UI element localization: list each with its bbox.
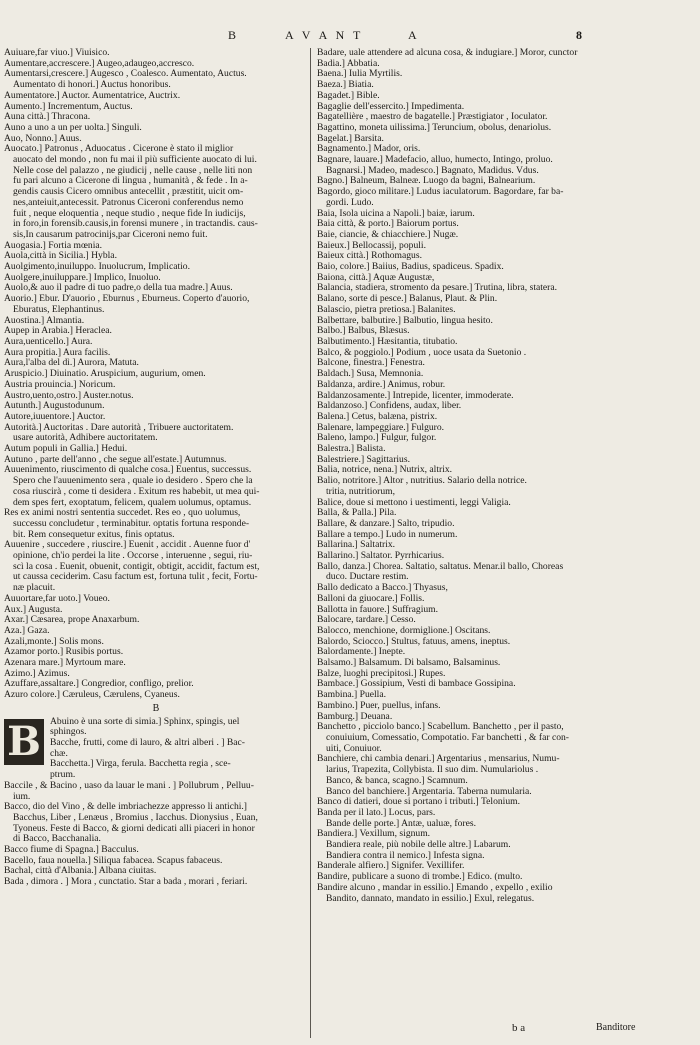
dictionary-entry: Baieux.] Bellocassij, populi. [317, 239, 426, 251]
dictionary-entry: Balenare, lampeggiare.] Fulguro. [317, 421, 445, 433]
dictionary-entry: Baeza.] Biatia. [317, 79, 374, 91]
dictionary-entry: Balice, doue si mettono i uestimenti, leggi Valigia. [317, 496, 511, 508]
dictionary-entry: Bagnarsi.] Madeo, madesco.] Bagnato, Madidus. Vdus. [326, 164, 539, 176]
dictionary-entry: Balio, notritore.] Altor , nutritius. Salario della notrice. [317, 475, 527, 487]
dictionary-entry: Baia, Isola uicina a Napoli.] baiæ, iarum. [317, 207, 475, 219]
dictionary-entry: Baleno, lampo.] Fulgur, fulgor. [317, 432, 437, 444]
dictionary-entry: Autuno , parte dell'anno , che segue all'estate.] Autumnus. [4, 453, 227, 465]
dictionary-entry: Banda per il lato.] Locus, pars. [317, 806, 436, 818]
running-head [0, 28, 700, 46]
dictionary-entry: Bagnare, lauare.] Madefacio, alluo, humecto, Intingo, proluo. [317, 154, 553, 166]
dictionary-entry: Bagaglie dell'essercito.] Impedimenta. [317, 100, 465, 112]
dictionary-entry: successu concludetur , terminabitur. optatis fortuna responde- [13, 517, 250, 529]
dictionary-entry: scì la cosa . Euenit, obuenit, contigit, obtigit, accidit, factum est, [13, 560, 260, 572]
dictionary-entry: Aza.] Gaza. [4, 624, 50, 636]
dictionary-entry: Ballo, danza.] Chorea. Saltatio, saltatus. Menar.il ballo, Choreas [317, 560, 564, 572]
dictionary-entry: ptrum. [50, 769, 76, 781]
dictionary-entry: fuit , neque eloquentia , neque studio , neque fide In iudicijs, [13, 207, 246, 219]
dictionary-entry: Aumentatore.] Auctor. Aumentatrice, Auctrix. [4, 89, 181, 101]
dictionary-entry: Bacco fiume di Spagna.] Bacculus. [4, 844, 139, 856]
signature-mark: b a [512, 1022, 526, 1034]
drop-cap-initial: B [4, 719, 44, 765]
column-divider [310, 48, 311, 1038]
dictionary-entry: Baldanzoso.] Confidens, audax, liber. [317, 400, 462, 412]
dictionary-entry: Banco, & banca, scagno.] Scamnum. [326, 774, 468, 786]
left-column [4, 48, 308, 1038]
dictionary-entry: di Bacco, Bacchanalia. [13, 833, 101, 845]
dictionary-entry: Badare, uale attendere ad alcuna cosa, & indugiare.] Moror, cunctor [317, 48, 578, 58]
running-head-left: B [228, 28, 240, 42]
dictionary-entry: Baldach.] Susa, Memnonia. [317, 368, 424, 380]
dictionary-entry: Bagattino, moneta uilissima.] Teruncium, obolus, denariolus. [317, 121, 552, 133]
dictionary-entry: Banchiere, chi cambia denari.] Argentarius , mensarius, Numu- [317, 753, 560, 765]
dictionary-entry: Balocare, tardare.] Cesso. [317, 614, 416, 626]
dictionary-entry: Ballarina.] Saltatrix. [317, 539, 396, 551]
dictionary-entry: Bacello, faua nouella.] Siliqua fabacea. Scapus fabaceus. [4, 854, 223, 866]
dictionary-entry: Balze, luoghi precipitosi.] Rupes. [317, 667, 446, 679]
dictionary-entry: ium. [13, 790, 31, 802]
dictionary-entry: Balia, notrice, nena.] Nutrix, altrix. [317, 464, 453, 476]
dictionary-entry: tritia, nutritiorum, [326, 485, 396, 497]
dictionary-entry: Spero che l'auuenimento sera , quale io desidero . Spero che la [13, 475, 253, 487]
dictionary-entry: Ballare a tempo.] Ludo in numerum. [317, 528, 458, 540]
dictionary-entry: Balano, sorte di pesce.] Balanus, Plaut. & Plin. [317, 293, 498, 305]
dictionary-entry: Bacchetta.] Virga, ferula. Bacchetta regia , scе- [50, 758, 231, 770]
dictionary-entry: Auolo,& auo il padre di tuo padre,o della tua madre.] Auus. [4, 282, 233, 294]
dictionary-entry: Baie, ciancie, & chiacchiere.] Nugæ. [317, 228, 459, 240]
dictionary-entry: Banco del banchiere.] Argentaria. Taberna numularia. [326, 785, 532, 797]
dictionary-entry: Autunth.] Augustodunum. [4, 400, 105, 412]
dictionary-entry: Aumentare,accrescere.] Augeo,adaugeo,accresco. [4, 57, 195, 69]
dictionary-entry: larius, Trapezita, Collybista. Il suo dim. Numulariolus . [326, 764, 539, 776]
running-head-right: A [408, 28, 420, 42]
page-number: 8 [576, 28, 585, 42]
dictionary-entry: Balloni da giuocare.] Follis. [317, 592, 425, 604]
dictionary-entry: Bagatellière , maestro de bagatelle.] Præstigiator , Ioculator. [317, 111, 548, 123]
dictionary-entry: Ballare, & danzare.] Salto, tripudio. [317, 517, 455, 529]
dictionary-entry: næ placuit. [13, 582, 56, 594]
dictionary-entry: Bamburg.] Deuana. [317, 710, 393, 722]
dictionary-entry: Autore,iuuentore.] Auctor. [4, 410, 106, 422]
left-entries-b [4, 781, 308, 888]
dictionary-entry: Bacco, dio del Vino , & delle imbriachezze appresso li antichi.] [4, 801, 248, 813]
dictionary-entry: duco. Ductare restim. [326, 571, 409, 583]
dictionary-entry: Balordamente.] Inepte. [317, 646, 406, 658]
dictionary-entry: Ballo dedicato a Bacco.] Thyasus, [317, 582, 448, 594]
dictionary-entry: Abuino è una sorte di simia.] Sphinx, spingis, uel [50, 715, 240, 727]
dictionary-entry: gendis causis Cicero omnibus antecellit , præstitit, uicit om- [13, 186, 244, 198]
dictionary-entry: sphingos. [50, 726, 87, 738]
dictionary-entry: Bambina.] Puella. [317, 689, 387, 701]
dictionary-entry: Bagelat.] Barsita. [317, 132, 384, 144]
dictionary-entry: Bandito, dannato, mandato in essilio.] Exul, relegatus. [326, 892, 535, 904]
dictionary-entry: dem spes fert, exoptatum, felicem, qualem uolumus, optamus. [13, 496, 252, 508]
dictionary-entry: Aura,uenticello.] Aura. [4, 335, 93, 347]
section-letter: B [152, 702, 160, 714]
dictionary-entry: Balbettare, balbutire.] Balbutio, lingua hesito. [317, 314, 493, 326]
dictionary-entry: Bambino.] Puer, puellus, infans. [317, 699, 441, 711]
dictionary-entry: Baldanzosamente.] Intrepide, licenter, immoderate. [317, 389, 514, 401]
dictionary-entry: Res ex animi nostri sententia succedet. Res eo , quo uolumus, [4, 507, 241, 519]
dictionary-entry: Auostina.] Almantia. [4, 314, 85, 326]
dictionary-entry: Baldanza, ardire.] Animus, robur. [317, 378, 446, 390]
dictionary-entry: Balascio, pietra pretiosa.] Balanites. [317, 303, 456, 315]
dictionary-entry: Banchetto , picciolo banco.] Scabellum. Banchetto , per il pasto, [317, 721, 564, 733]
dictionary-entry: Balordo, Sciocco.] Stultus, fatuus, amens, ineptus. [317, 635, 511, 647]
dictionary-entry: Bandiera.] Vexillum, signum. [317, 828, 431, 840]
dictionary-entry: Auuenimento, riuscimento di qualche cosa.] Euentus, successus. [4, 464, 252, 476]
dictionary-entry: uiti, Conuiuor. [326, 742, 382, 754]
right-column [317, 48, 623, 1038]
dictionary-entry: Autorità.] Auctoritas . Dare autorità , Tribuere auctoritatem. [4, 421, 234, 433]
dictionary-entry: Auola,città in Sicilia.] Hybla. [4, 250, 117, 262]
dictionary-entry: Eburatus, Elephantinus. [13, 303, 105, 315]
dictionary-entry: gordi. Ludo. [326, 196, 374, 208]
dictionary-entry: Baccile , & Bacino , uaso da lauar le mani . ] Pollubrum , Pelluu- [4, 779, 254, 791]
dictionary-entry: Bagnamento.] Mador, oris. [317, 143, 421, 155]
dictionary-entry: nes,anteiuit,antecessit. Patronus Ciceroni conferendus nemo [13, 196, 244, 208]
dictionary-entry: conuiuium, Comessatio, Compotatio. Far banchetti , & far con- [326, 732, 569, 743]
dictionary-entry: Auuortare,far uoto.] Voueo. [4, 592, 110, 604]
dictionary-entry: ut caussa ceciderim. Casu factum est, fortuna tulit , fecit, Fortu- [13, 571, 258, 583]
dictionary-entry: chæ. [50, 747, 68, 759]
dictionary-entry: Auiuare,far viuo.] Viuisico. [4, 48, 110, 58]
dictionary-entry: Ballotta in fauore.] Suffragium. [317, 603, 439, 615]
dictionary-entry: usare autorità, Adhibere auctoritatem. [13, 432, 158, 444]
dictionary-entry: Balestra.] Balista. [317, 443, 386, 455]
dictionary-entry: Bandire, publicare a suono di trombe.] Edico. (multo. [317, 871, 523, 883]
dictionary-entry: Balancia, stadiera, stromento da pesare.] Trutina, libra, statera. [317, 282, 558, 294]
catchword: Banditore [596, 1022, 636, 1033]
running-head-center: A V A N T [285, 28, 364, 42]
dictionary-entry: Bada , dimora . ] Mora , cunctatio. Star a bada , morari , feriari. [4, 876, 248, 888]
dictionary-entry: Ballarino.] Saltator. Pyrrhicarius. [317, 550, 445, 562]
dictionary-entry: Baieux città.] Rothomagus. [317, 250, 422, 262]
dictionary-entry: Azamor porto.] Rusibis portus. [4, 646, 124, 658]
dictionary-entry: Bagno.] Balneum, Balneæ. Luogo da bagni, Balnearium. [317, 175, 536, 187]
dictionary-entry: Aura propitia.] Aura facilis. [4, 346, 111, 358]
left-entries-a [4, 48, 308, 701]
dictionary-entry: Tyoneus. Feste di Bacco, & giorni dedicati alli piaceri in honor [13, 822, 255, 834]
dictionary-entry: Austro,uento,ostro.] Auster.notus. [4, 389, 134, 401]
dictionary-entry: Bacchus, Liber , Lenæus , Bromius , Iacchus. Dionysius , Euan, [13, 811, 258, 823]
dictionary-entry: Bandire alcuno , mandar in essilio.] Emando , expello , exilio [317, 881, 553, 893]
dictionary-entry: Azali,monte.] Solis mons. [4, 635, 104, 647]
dictionary-entry: Bandiera reale, più nobile delle altre.] Labarum. [326, 839, 511, 851]
dictionary-entry: sis,In causarum patrocinijs,par Ciceroni nemo fuit. [13, 228, 208, 240]
dictionary-entry: Banco di datieri, doue si portano i tributi.] Telonium. [317, 796, 520, 808]
dictionary-entry: Auno a uno a un per uolta.] Singuli. [4, 121, 142, 133]
dictionary-entry: Bande delle porte.] Antæ, ualuæ, fores. [326, 817, 477, 829]
dictionary-entry: Aumentato di honori.] Auctus honoribus. [13, 79, 171, 91]
dictionary-entry: Nelle cose del palazzo , ne giudicij , nelle cause , nelle liti non [13, 164, 253, 176]
dictionary-entry: Aruspicio.] Diuinatio. Aruspicium, augurium, omen. [4, 368, 206, 380]
left-entries-cap [4, 717, 308, 781]
dictionary-entry: Badia.] Abbatia. [317, 57, 380, 69]
dictionary-entry: Aumentarsi,crescere.] Augesco , Coalesco. Aumentato, Auctus. [4, 68, 247, 80]
dictionary-entry: Balbutimento.] Hæsitantia, titubatio. [317, 335, 458, 347]
dictionary-entry: Aura,l'alba del dì.] Aurora, Matuta. [4, 357, 139, 369]
right-entries [317, 48, 623, 904]
dictionary-entry: Baiona, città.] Aquæ Augustæ, [317, 271, 435, 283]
dictionary-entry: Balbo.] Balbus, Blæsus. [317, 325, 410, 337]
dictionary-entry: Azenara mare.] Myrtoum mare. [4, 657, 126, 669]
dictionary-entry: Balla, & Palla.] Pila. [317, 507, 397, 519]
dictionary-entry: Auo, Nonno.] Auus. [4, 132, 82, 144]
dictionary-entry: Baena.] Iulia Myrtilis. [317, 68, 403, 80]
dictionary-entry: Balco, & poggiolo.] Podium , uoce usata da Suetonio . [317, 346, 527, 358]
dictionary-entry: Autum populi in Gallia.] Hedui. [4, 443, 128, 455]
dictionary-entry: Balocco, menchione, dormiglione.] Oscitans. [317, 624, 491, 636]
dictionary-entry: Axar.] Cæsarea, prope Anaxarbum. [4, 614, 140, 626]
dictionary-entry: Bacche, frutti, come di lauro, & altri alberi . ] Bac- [50, 737, 245, 748]
dictionary-entry: Azuro colore.] Cæruleus, Cærulens, Cyaneus. [4, 689, 180, 701]
dictionary-entry: in foro,in forensib.causis,in forensi munere , in tractandis. caus- [13, 218, 258, 230]
dictionary-entry: Azuffare,assaltare.] Congredior, confligo, prelior. [4, 678, 194, 690]
dictionary-entry: Balestriere.] Sagittarius. [317, 453, 410, 465]
dictionary-entry: Austria prouincia.] Noricum. [4, 378, 116, 390]
dictionary-entry: Aupep in Arabia.] Heraclea. [4, 325, 112, 337]
dictionary-entry: cosa riuscirà , come ti desidera . Exitum res habebit, ut mea qui- [13, 485, 260, 497]
dictionary-entry: Balsamo.] Balsamum. Di balsamo, Balsaminus. [317, 657, 501, 669]
dictionary-entry: Balena.] Cetus, balæna, pistrix. [317, 410, 438, 422]
dictionary-entry: Auolgere,inuiluppare.] Implico, Inuoluo. [4, 271, 161, 283]
dictionary-entry: Balcone, finestra.] Fenestra. [317, 357, 425, 369]
dictionary-entry: auocato del mondo , non fu mai il più sufficiente auocato di lui. [13, 154, 257, 166]
dictionary-entry: Banderale alfiero.] Signifer. Vexillifer. [317, 860, 465, 872]
dictionary-entry: Auolgimento,inuiluppo. Inuolucrum, Implicatio. [4, 261, 190, 273]
dictionary-entry: Bachal, città d'Albania.] Albana ciuitas. [4, 865, 157, 877]
dictionary-entry: Auorio.] Ebur. D'auorio , Eburnus , Eburneus. Coperto d'auorio, [4, 293, 250, 305]
dictionary-entry: fu pari alcuno a Cicerone di lingua , humanità , & fede . In a- [13, 175, 248, 187]
dictionary-entry: bit. Rem consequetur exitus, finis optatus. [13, 528, 175, 540]
dictionary-entry: Baio, colore.] Baiius, Badius, spadiceus. Spadix. [317, 261, 504, 273]
dictionary-entry: Auuenire , succedere , riuscire.] Euenit , accidit . Auenne fuor d' [4, 539, 251, 551]
dictionary-entry: Aumento.] Incrementum, Auctus. [4, 100, 133, 112]
dictionary-entry: Bagadet.] Bible. [317, 89, 380, 101]
dictionary-entry: Azimo.] Azimus. [4, 667, 70, 679]
dictionary-entry: Bambace.] Gossipium, Vesti di bambace Gossipina. [317, 678, 516, 690]
dictionary-entry: Bandiera contra il nemico.] Infesta signa. [326, 849, 485, 861]
dictionary-entry: Baia città, & porto.] Baiorum portus. [317, 218, 459, 230]
dictionary-entry: Bagordo, gioco militare.] Ludus iaculatorum. Bagordare, far ba- [317, 186, 564, 198]
dictionary-entry: opinione, ch'io perdei la lite . Occorse , interuenne , segui, riu- [13, 550, 253, 562]
dictionary-entry: Auogasia.] Fortia mœnia. [4, 239, 103, 251]
dictionary-entry: Aux.] Augusta. [4, 603, 63, 615]
dictionary-entry: Auocato.] Patronus , Aduocatus . Cicerone è stato il miglior [4, 143, 234, 155]
dictionary-entry: Auna città.] Thracona. [4, 111, 91, 123]
